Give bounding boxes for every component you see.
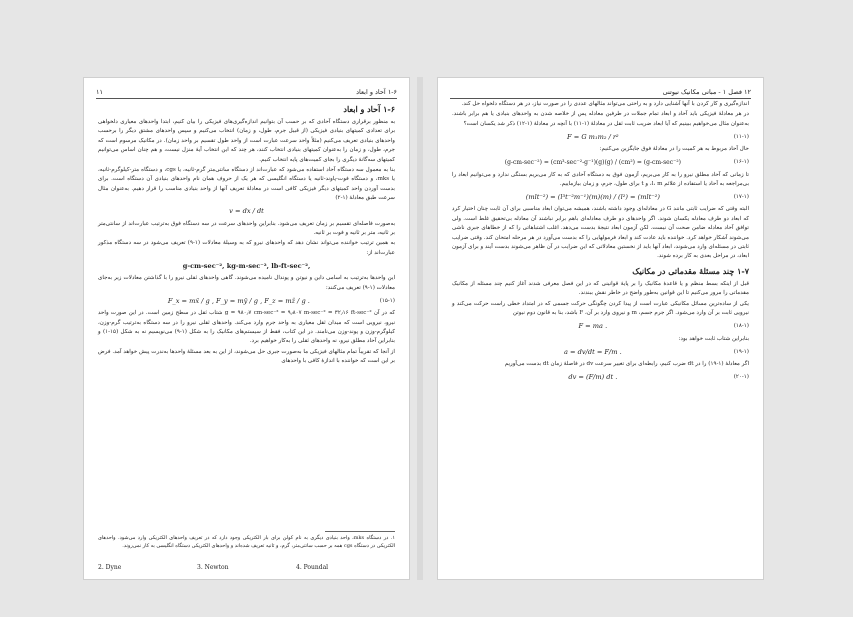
equation-units (452, 156, 749, 171)
footnote-ref: 4. Poundal (296, 564, 329, 571)
equation-gravity (452, 130, 749, 145)
footnote-references (98, 564, 395, 571)
force-units: g-cm-sec⁻², kg-m-sec⁻², lb-ft-sec⁻², (182, 262, 311, 271)
equation-number: (۱۷-۱) (733, 194, 749, 201)
equation-expression: (g-cm-sec⁻²) = (cm³-sec⁻²-g⁻¹)(g)(g) / (cm²) = (g-cm-sec⁻²) (504, 159, 681, 167)
equation-expression: F_x = mẍ / g , F_y = mÿ / g , F_z = mz̈ / g . (167, 296, 310, 305)
running-head (450, 88, 751, 99)
running-head (96, 88, 397, 99)
equation-number: (۱۹-۱) (733, 348, 749, 355)
equation-number: (۱۵-۱) (379, 297, 395, 304)
equation-number: (۲۰-۱) (733, 374, 749, 381)
equation-expression: F = G m₁m₂ / r² (567, 133, 619, 142)
paragraph: به منظور برقراری دستگاه آحادی که بر حسب آن بتوانیم اندازه‌گیری‌های فیزیکی را بیان کنیم، ابتدا واحدهای معیاری دلخواهی برای تعدادی کمیتهای بنیادی فیزیکی (از قبیل جرم، طول، و زمان) انتخاب می‌کنیم و سپس واحدهای مشتق دیگر را برحسب واحدهای بنیادی تعریف می‌کنیم (مثلاً واحد سرعت عبارت است از واحد طول تقسیم بر واحد زمان). در مکانیک مرسوم است که جرم، طول، و زمان را به‌عنوان کمیتهای بنیادی انتخاب کنند، هر چند که این انتخاب آیهٔ منزل نیست، و هم چنان اساس می‌توانیم کمیتهای سه‌گانهٔ دیگری را بجای کمیت‌های پایه انتخاب کنیم. (98, 119, 395, 163)
equation-lhs: v (229, 207, 233, 216)
equation-expression: dv = (F/m) dt . (568, 373, 618, 382)
page-body (452, 100, 749, 385)
left-page (83, 77, 410, 580)
paragraph: تا زمانی که آحاد مطلق نیرو را به کار می‌بریم، آزمون فوق به دستگاه آحادی که به کار می‌بریم بستگی ندارد و می‌توانیم ابعاد را بی‌مراجعه به آحاد یا استفاده از علائم l، m، و t برای طول، جرم، و زمان بیازماییم. (452, 171, 749, 188)
equation-weight (98, 294, 395, 309)
book-gutter (417, 77, 423, 580)
equation-number: (۱۱-۱) (733, 134, 749, 141)
paragraph: به همین ترتیب خواننده می‌تواند نشان دهد که واحدهای نیرو که به وسیلهٔ معادلات (۱-۹) تعریف می‌شود در سه دستگاه مذکور عبارت‌اند از: (98, 240, 395, 256)
equation-dv (452, 370, 749, 385)
right-page (437, 77, 764, 580)
paragraph: البته وقتی که ضرایب ثابتی مانند G در معادله‌ای وجود داشته باشند، همیشه می‌توان ابعاد مناسبی برای آن ثابت چنان اختیار کرد که ابعاد دو طرف معادله یکسان شوند. اگر واحدهای دو طرف معادله‌ای باهم برابر نباشند آن معادله بی‌تحقیق غلط است. ولی توافق آحاد معادله ضامن صحت آن نیست. لکن آزمون ابعاد نتیجهٔ بدست می‌دهد. اغلب اشتباهاتی را که از خطاهای جبری ناشی می‌شوند آشکار خواهد کرد. خواننده باید عادت کند و ابعاد فرمولهایی را که بدست می‌آورد در هر مرحله امتحان کند. وقتی ضرایب ثابتی در مسئله‌ای وارد می‌شوند، ابعاد آنها باید از نخستین معادلاتی که این ضرایب در آن ظاهر می‌شوند بدست آیند و برای آزمون ابعاد، در مراحل بعدی به کار برده شوند. (452, 206, 750, 260)
equation-dimensions (452, 190, 749, 205)
paragraph: به‌صورت فاصله‌ای تقسیم بر زمان تعریف می‌شود. بنابراین واحدهای سرعت در سه دستگاه فوق به‌ترتیب عبارت‌اند از سانتی‌متر بر ثانیه، متر بر ثانیه و فوت بر ثانیه. (98, 220, 395, 237)
footnote-ref: 2. Dyne (98, 564, 122, 571)
paragraph: این واحدها به‌ترتیب به اسامی داین و نیوتن و پوندال نامیده می‌شوند. گاهی واحدهای ثقلی نیرو را با گذاشتن معادلات زیر به‌جای معادلات (۱-۹) تعریف می‌کنند: (98, 275, 395, 291)
footnote-rule (325, 531, 395, 532)
paragraph: بنا به معمول سه دستگاه آحاد استفاده می‌شود که عبارت‌اند از دستگاه سانتی‌متر گرم-ثانیه، یا cgs، و دستگاه متر-کیلوگرم-ثانیه، یا mks، و دستگاه فوت-پاوند-ثانیه یا دستگاه انگلیسی که هر یک از حروف همان نام واحدهای بنیادی آن دستگاه است. برای بدست آوردن واحد کمیتهای دیگر فیزیکی کافی است در معادلهٔ تعریف آنها از واحد بنیادی مناسب را قرار دهیم. به‌عنوان مثال سرعت طبق معادلهٔ (۱-۲) (98, 167, 395, 202)
equation-rhs: = dx / dt (234, 207, 264, 216)
paragraph: که در آن g = ۹۸۰٫۷ cm-sec⁻² = ۹٫۸۰۷ m-sec⁻² = ۳۲٫۱۶ ft-sec⁻² شتاب ثقل در سطح زمین است. در این صورت واحد نیرو، نیرویی است که میدان ثقل معیاری به واحد جرم وارد می‌کند. واحدهای ثقلی نیرو را در سه دستگاه به‌ترتیب گرم-وزن، کیلوگرم-وزن و پوند-وزن می‌نامند. در این کتاب، فقط از سیستم‌های مکانیک را به شکل (۱-۹) می‌نویسیم نه به شکل (۱۵-۱) و بنابراین آحاد مطلق نیرو، نه واحدهای ثقلی را به‌کار خواهیم برد. (98, 310, 395, 345)
page-body (98, 100, 395, 368)
equation-expression: a = dv/dt = F/m . (564, 347, 622, 356)
paragraph: اندازه‌گیری و کار کردن با آنها آشنایی دارد و به راحتی می‌تواند مثالهای عددی را در صورت نیاز، در هر دستگاه دلخواه حل کند. (461, 101, 749, 107)
section-heading: ۱-۷ چند مسئلهٔ مقدماتی در مکانیک (632, 265, 749, 276)
equation-expression: (mlt⁻²) = (l³t⁻²m⁻¹)(m)(m) / (l²) = (mlt⁻²) (525, 193, 660, 202)
equation-velocity (98, 205, 395, 220)
equation-force-units (98, 259, 395, 274)
paragraph: بنابراین شتاب ثابت خواهد بود: (678, 335, 749, 342)
section-heading: ۱-۶ آحاد و ابعاد (343, 104, 395, 114)
paragraph: قبل از اینکه بسط منظم و یا قاعدهٔ مکانیک را بر پایهٔ قوانینی که در این فصل معرفی شدند آغاز کنیم چند مسئله از مکانیک مقدماتی را مرور می‌کنیم تا این قوانین به‌طور واضح در خاطر نقش ببندند. (452, 280, 749, 297)
page-number: ۱۱ (96, 88, 103, 96)
equation-number: (۱۸-۱) (733, 323, 749, 330)
paragraph: در هر معادلهٔ فیزیکی باید آحاد و ابعاد تمام جملات در طرفین معادله پس از خلاصه شدن به واحدهای بنیادی یا هم برابر باشند. به‌عنوان مثال می‌خواهیم ببینیم که آیا ابعاد ضریب ثابت ثقل در معادلهٔ (۱-۱۱) با آنچه در معادلهٔ (۱-۱۲) ذکر شد یکسان است؟ (452, 111, 749, 127)
equation-number: (۱۶-۱) (733, 159, 749, 166)
footnote-ref: 3. Newton (197, 564, 229, 571)
running-head-title: ۱-۶ آحاد و ابعاد (356, 88, 397, 96)
paragraph: یکی از ساده‌ترین مسائل مکانیکی عبارت است از پیدا کردن چگونگی حرکت جسمی که در امتداد خطی راست حرکت می‌کند و نیرویی ثابت بر آن وارد می‌شود. اگر جرم جسم، m و نیروی وارد بر آن، F باشد، بنا به قانون دوم نیوتن (452, 300, 749, 317)
footnote: ۱. در دستگاه mks، واحد بنیادی دیگری به نام کولن برای بار الکتریکی وجود دارد که در تعریف واحدهای الکتریکی وارد می‌شود. واحدهای الکتریکی در دستگاه cgs همه بر حسب سانتی‌متر، گرم، و ثانیه تعریف شده‌اند و واحدهای الکتریکی دستگاه انگلیسی به کار نمی‌روند. (98, 535, 395, 549)
running-head-title: فصل ۱ - مبانی مکانیک نیوتنی (662, 88, 742, 96)
equation-acceleration (452, 345, 749, 360)
paragraph: اگر معادلهٔ (۱-۱۹) را در dt ضرب کنیم، رابطه‌ای برای تغییر سرعت dv در فاصلهٔ زمان dt بدست می‌آوریم (504, 360, 749, 367)
equation-newton (452, 320, 749, 335)
page-number: ۱۲ (744, 88, 751, 96)
paragraph: از آنجا که تقریباً تمام مثالهای فیزیکی ما به‌صورت جبری حل می‌شوند، از این به بعد مسئلهٔ واحدها به‌ندرت پیش خواهد آمد. فرض بر این است که خواننده با اندازهٔ کافی با واحدهای (98, 348, 395, 365)
equation-expression: F = ma . (578, 322, 608, 331)
paragraph: حال آحاد مربوط به هر کمیت را در معادلهٔ فوق جایگزین می‌کنیم: (599, 146, 749, 153)
